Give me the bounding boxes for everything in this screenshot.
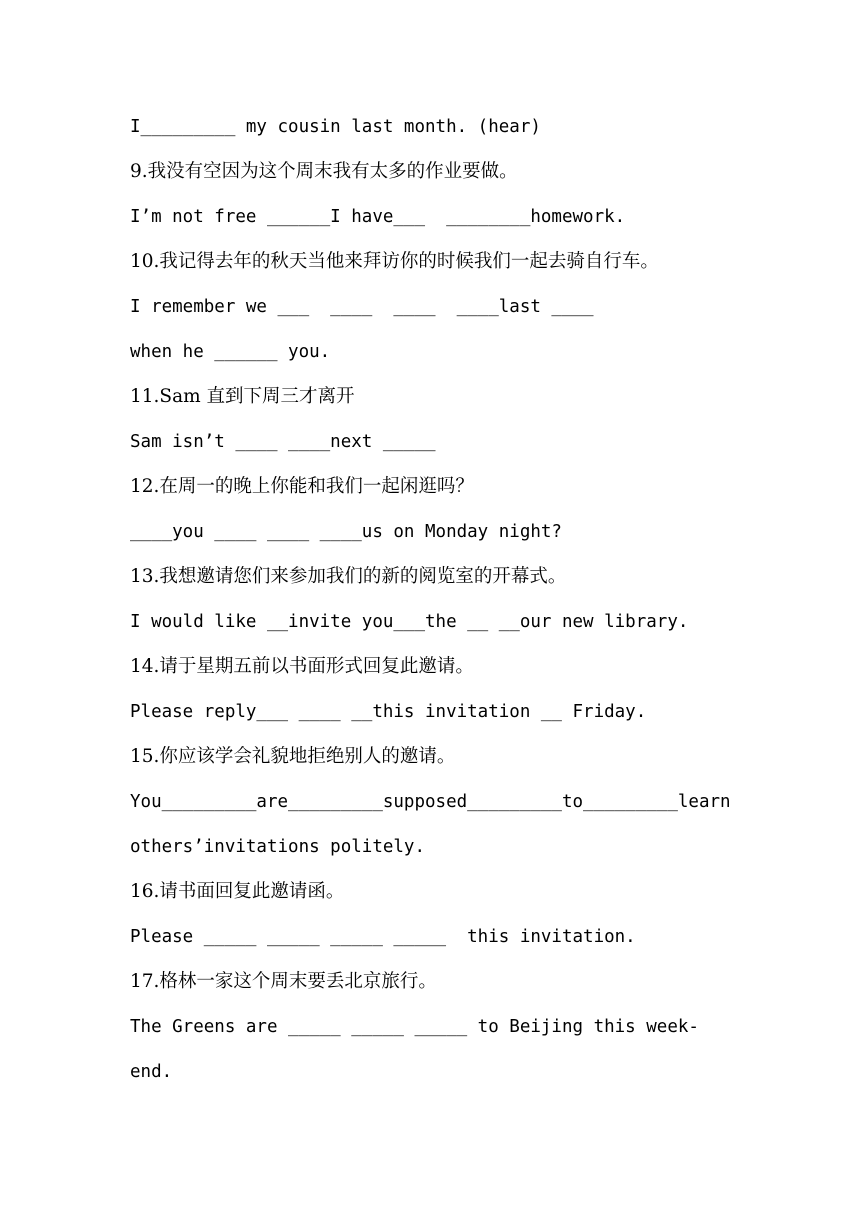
item-9-answer-line: I’m not free ______I have___ ________homework. (130, 207, 626, 227)
item-16-prompt: 16.请书面回复此邀请函。 (130, 881, 345, 902)
item-12-answer-line: ____you ____ ____ ____us on Monday night? (130, 522, 562, 542)
item-8-answer-line: I_________ my cousin last month. (hear) (130, 117, 541, 137)
item-14-prompt: 14.请于星期五前以书面形式回复此邀请。 (130, 656, 474, 677)
item-14-answer-line: Please reply___ ____ __this invitation __ Friday. (130, 702, 647, 722)
item-15-answer-line-2: others’invitations politely. (130, 837, 426, 857)
item-15-answer-line-1: You_________are_________supposed_________to_________learn (130, 792, 731, 812)
item-10-prompt: 10.我记得去年的秋天当他来拜访你的时候我们一起去骑自行车。 (130, 251, 659, 272)
item-17-answer-line-1: The Greens are _____ _____ _____ to Beijing this week- (130, 1017, 699, 1037)
item-13-answer-line: I would like __invite you___the __ __our new library. (130, 612, 689, 632)
item-15-prompt: 15.你应该学会礼貌地拒绝别人的邀请。 (130, 746, 456, 767)
item-11-answer-line: Sam isn’t ____ ____next _____ (130, 432, 436, 452)
item-17-prompt: 17.格林一家这个周末要丢北京旅行。 (130, 971, 437, 992)
item-17-answer-line-2: end. (130, 1062, 173, 1082)
item-10-answer-line-1: I remember we ___ ____ ____ ____last ____ (130, 297, 594, 317)
item-13-prompt: 13.我想邀请您们来参加我们的新的阅览室的开幕式。 (130, 566, 567, 587)
item-12-prompt: 12.在周一的晚上你能和我们一起闲逛吗？ (130, 476, 474, 497)
item-10-answer-line-2: when he ______ you. (130, 342, 331, 362)
item-11-prompt: 11.Sam 直到下周三才离开 (130, 386, 355, 407)
item-16-answer-line: Please _____ _____ _____ _____ this invitation. (130, 927, 636, 947)
item-9-prompt: 9.我没有空因为这个周末我有太多的作业要做。 (130, 161, 518, 182)
